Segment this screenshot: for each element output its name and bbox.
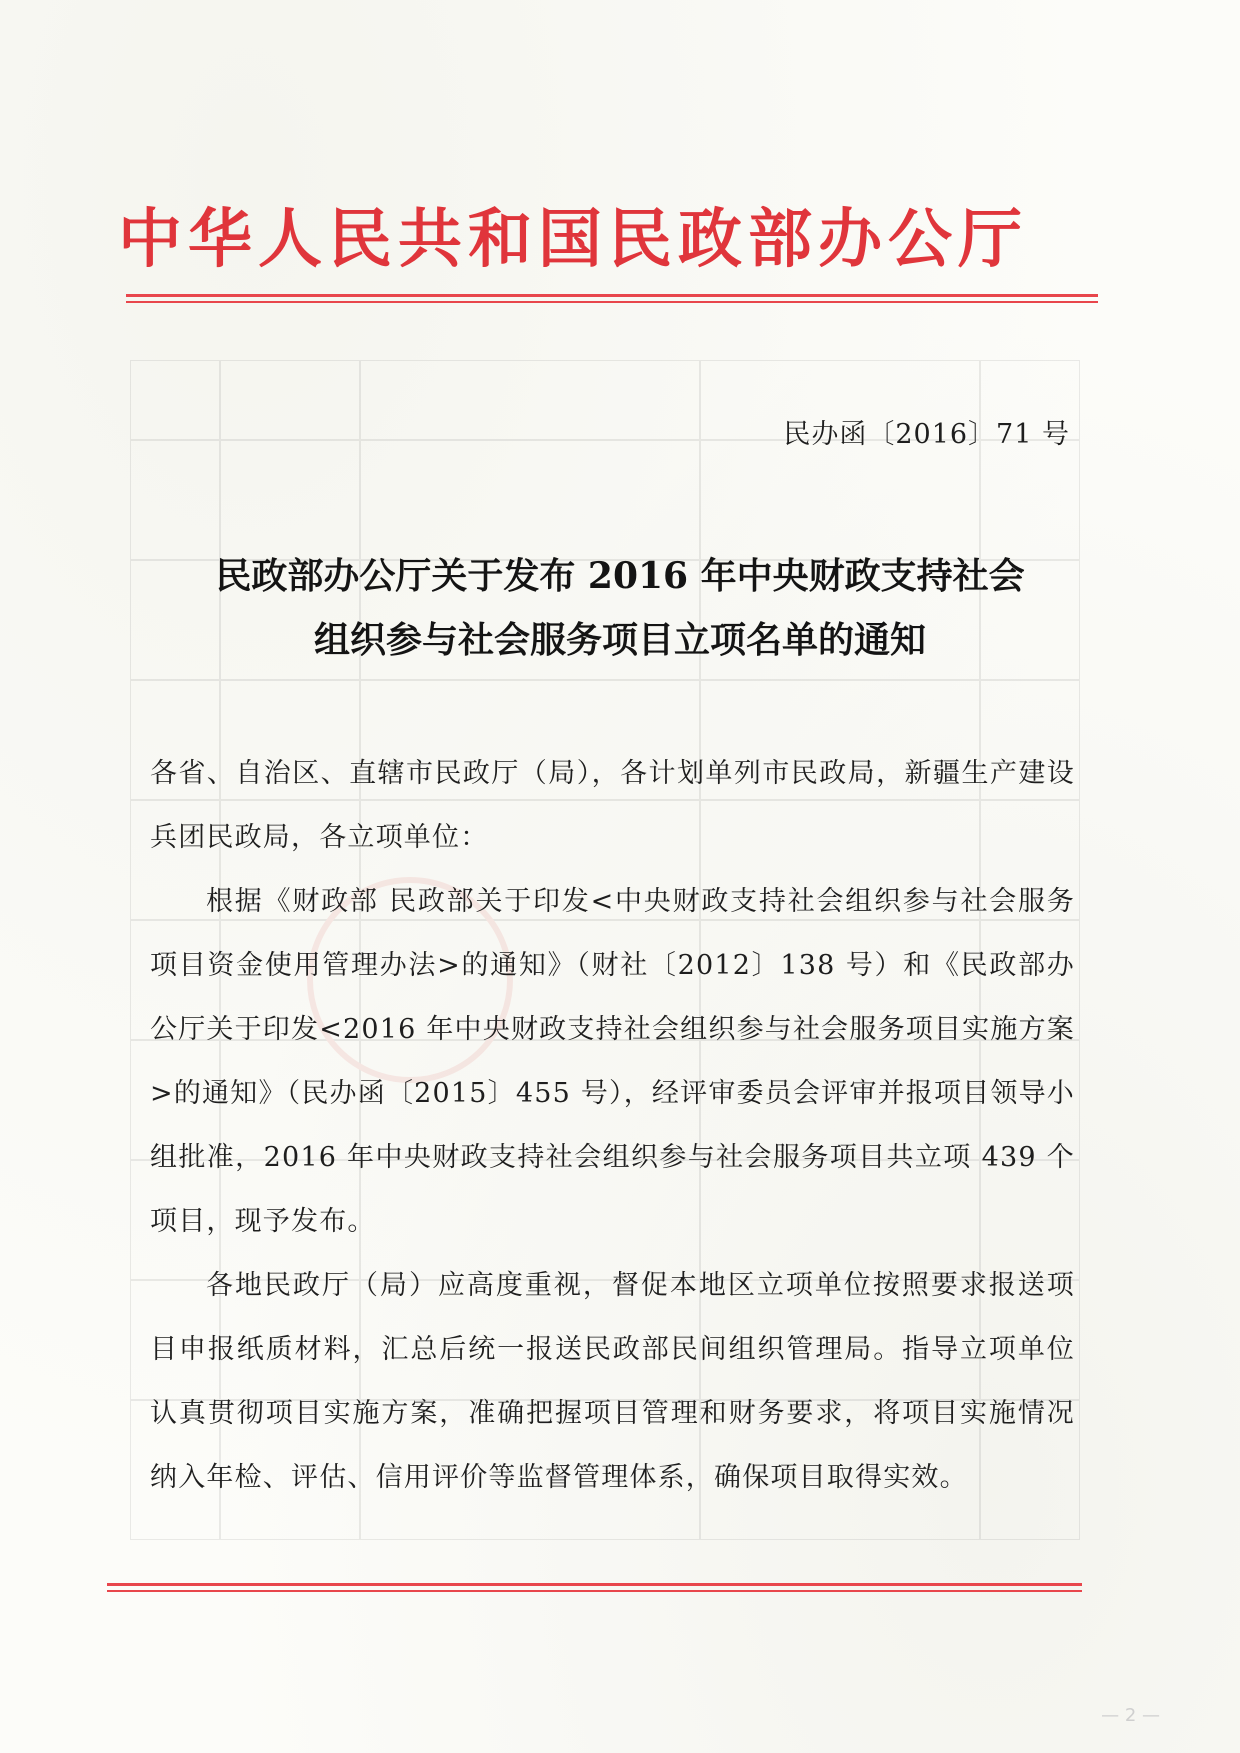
document-title [100, 544, 1140, 672]
footer-rule-bottom [107, 1590, 1082, 1592]
body-paragraph-1: 根据《财政部 民政部关于印发<中央财政支持社会组织参与社会服务项目资金使用管理办法>的通知》（财社〔2012〕138 号）和《民政部办公厅关于印发<2016 年中央财政支持社会组织参与社会服务项目实施方案>的通知》（民办函〔2015〕455 号），经评审委员会评审并报项目领导小组批准，2016 年中央财政支持社会组织参与社会服务项目共立项 439 个项目，现予发布。 [150, 886, 1075, 1237]
letterhead-rule-top [126, 294, 1098, 297]
document-title-line-2: 组织参与社会服务项目立项名单的通知 [313, 619, 926, 661]
page-number: — 2 — [1101, 1705, 1160, 1726]
document-body [150, 742, 1075, 1510]
body-paragraph-2: 各地民政厅（局）应高度重视，督促本地区立项单位按照要求报送项目申报纸质材料，汇总后统一报送民政部民间组织管理局。指导立项单位认真贯彻项目实施方案，准确把握项目管理和财务要求，将项目实施情况纳入年检、评估、信用评价等监督管理体系，确保项目取得实效。 [150, 1270, 1075, 1493]
letterhead-issuer: 中华人民共和国民政部办公厅 [118, 203, 1028, 277]
document-number: 民办函〔2016〕71 号 [783, 419, 1070, 450]
document-title-line-1: 民政部办公厅关于发布 2016 年中央财政支持社会 [215, 555, 1025, 597]
footer-rule-top [107, 1583, 1082, 1586]
letterhead-rule-bottom [126, 301, 1098, 303]
salutation: 各省、自治区、直辖市民政厅（局），各计划单列市民政局，新疆生产建设兵团民政局，各立项单位： [150, 758, 1075, 853]
